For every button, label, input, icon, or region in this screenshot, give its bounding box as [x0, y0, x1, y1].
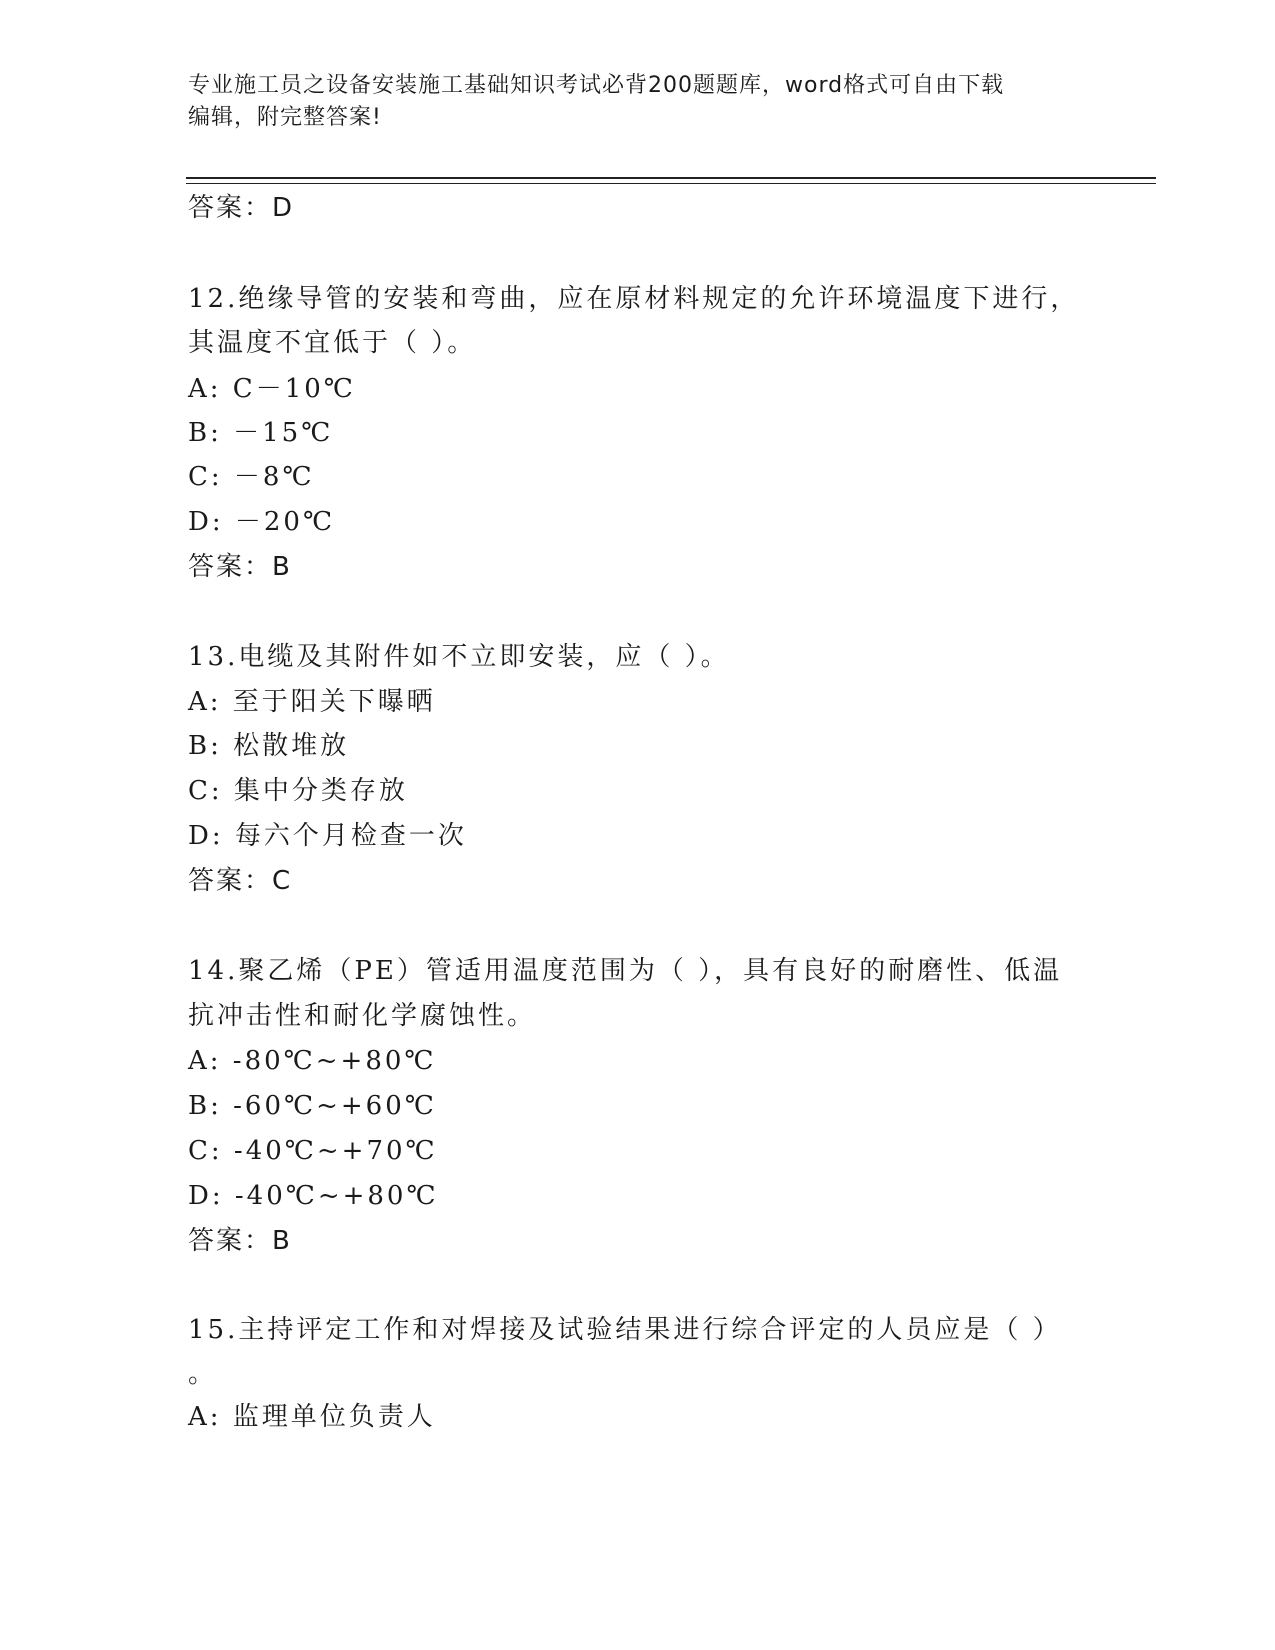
previous-answer: 答案：D — [188, 193, 295, 223]
question-14-option-a: A: -80℃~+80℃ — [188, 1046, 437, 1076]
question-12-option-b: B: －15℃ — [188, 418, 334, 448]
question-14-option-b: B: -60℃~+60℃ — [188, 1091, 437, 1121]
question-14-option-c: C: -40℃~+70℃ — [188, 1136, 438, 1166]
question-12-option-c: C: －8℃ — [188, 462, 315, 492]
question-15-stem-line-2: 。 — [188, 1359, 218, 1389]
question-13-option-b: B: 松散堆放 — [188, 731, 350, 761]
question-12-option-d: D: －20℃ — [188, 507, 336, 537]
question-13-option-d: D: 每六个月检查一次 — [188, 821, 467, 851]
header-divider-thin — [186, 183, 1156, 184]
question-14-stem-line-2: 抗冲击性和耐化学腐蚀性。 — [188, 1001, 537, 1031]
header-divider-thick — [186, 177, 1156, 179]
question-14-stem-line-1: 14.聚乙烯（PE）管适用温度范围为（ ），具有良好的耐磨性、低温 — [188, 956, 1063, 986]
question-13-stem-line-1: 13.电缆及其附件如不立即安装，应（ ）。 — [188, 642, 730, 672]
question-15-option-a: A: 监理单位负责人 — [188, 1402, 436, 1432]
question-12-stem-line-2: 其温度不宜低于（ ）。 — [188, 328, 477, 358]
question-13-option-a: A: 至于阳关下曝晒 — [188, 687, 436, 717]
question-13-answer: 答案：C — [188, 866, 293, 896]
question-12-option-a: A: C－10℃ — [188, 374, 356, 404]
question-14-answer: 答案：B — [188, 1226, 292, 1256]
question-12-stem-line-1: 12.绝缘导管的安装和弯曲，应在原材料规定的允许环境温度下进行， — [188, 284, 1080, 314]
header-line-1: 专业施工员之设备安装施工基础知识考试必背200题题库，word格式可自由下载 — [188, 73, 1005, 98]
header-line-2: 编辑，附完整答案! — [188, 105, 382, 130]
question-14-option-d: D: -40℃~+80℃ — [188, 1181, 439, 1211]
question-15-stem-line-1: 15.主持评定工作和对焊接及试验结果进行综合评定的人员应是（ ） — [188, 1315, 1062, 1345]
question-13-option-c: C: 集中分类存放 — [188, 776, 408, 806]
page-header — [188, 70, 1088, 134]
question-12-answer: 答案：B — [188, 552, 292, 582]
